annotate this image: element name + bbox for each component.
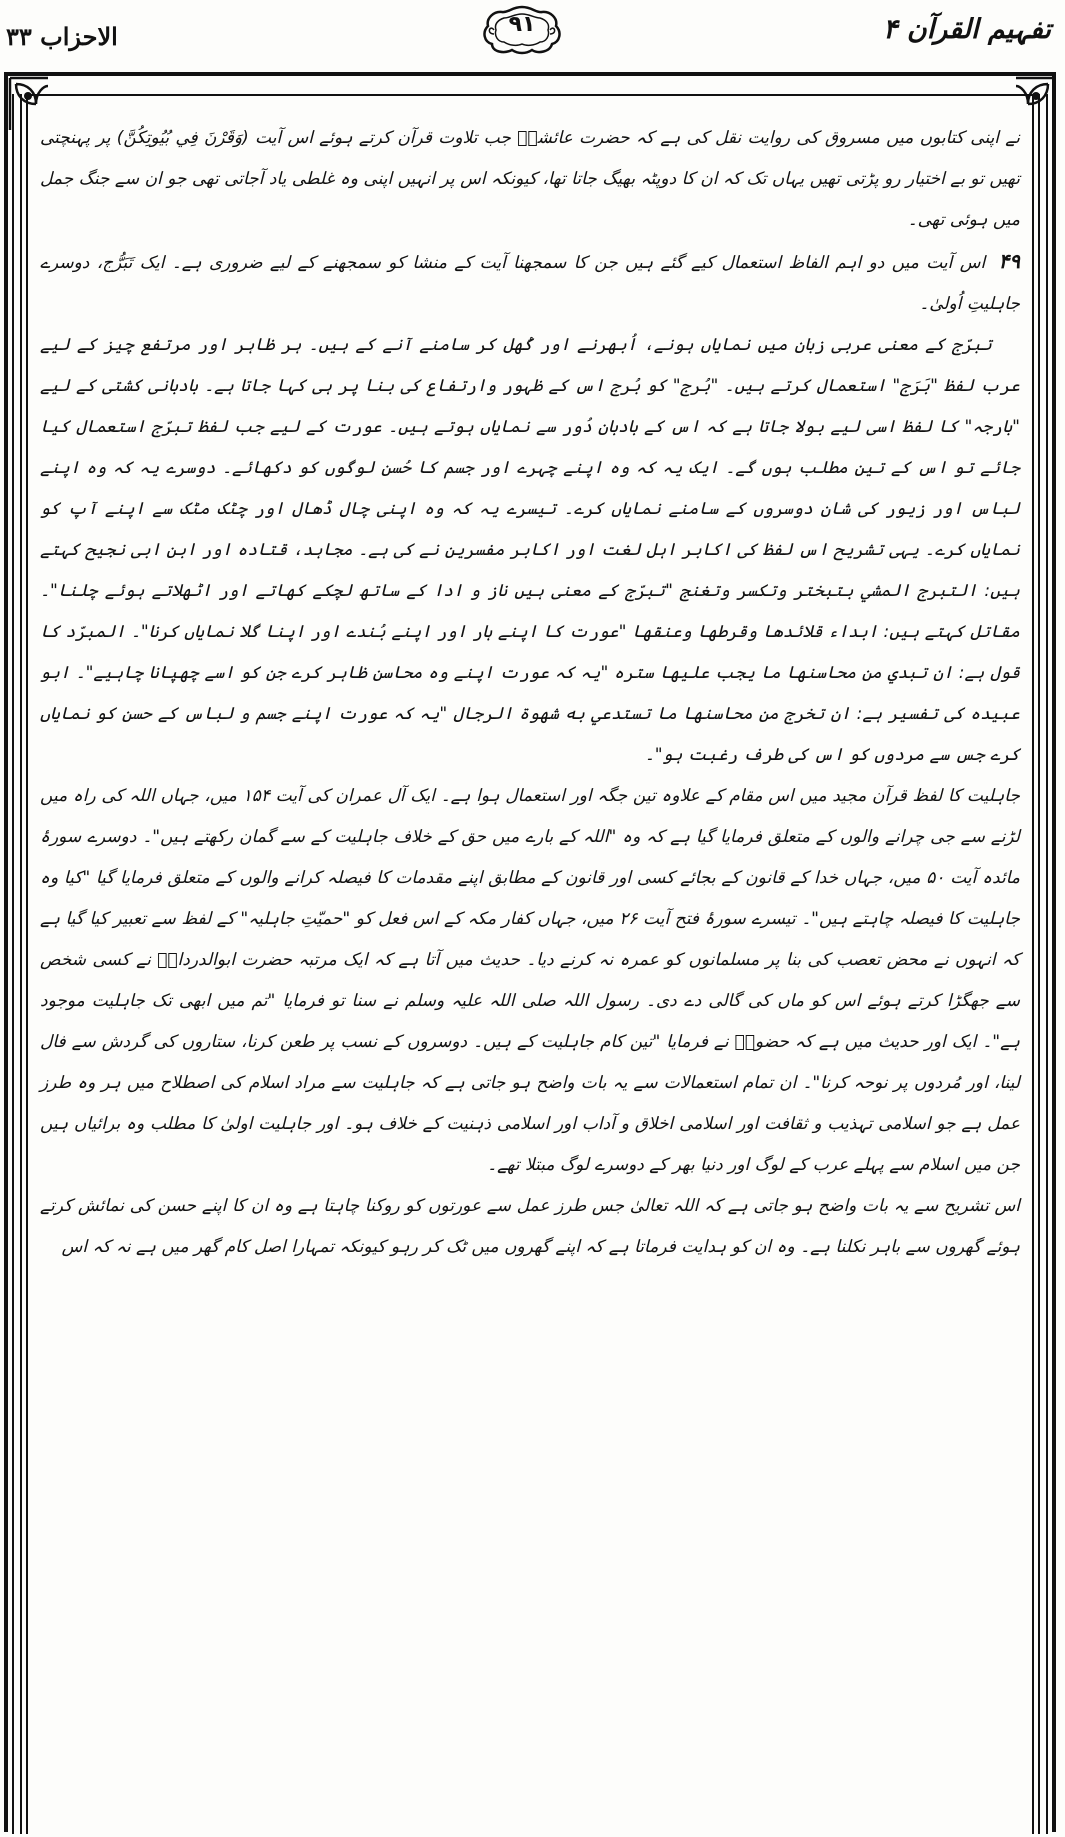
page-number: ۹۱ <box>508 12 536 37</box>
page-number-badge <box>480 4 564 56</box>
page-border-right-rail <box>1038 94 1048 1834</box>
page-border-left-rail <box>12 94 22 1834</box>
commentary-text <box>40 118 1020 1268</box>
paragraph-jahiliyyah: جاہلیت کا لفظ قرآن مجید میں اس مقام کے علاوہ تین جگہ اور استعمال ہوا ہے۔ ایک آل عمران کی آیت ۱۵۴ میں، جہاں اللہ کی راہ میں لڑنے سے جی چرانے والوں کے متعلق فرمایا گیا ہے کہ وہ "اللہ کے بارے میں حق کے خلاف جاہلیت کے سے گمان رکھتے ہیں"۔ دوسرے سورۂ مائدہ آیت ۵۰ میں، جہاں خدا کے قانون کے بجائے کسی اور قانون کے مطابق اپنے مقدمات کا فیصلہ کرانے والوں کے متعلق فرمایا گیا "کیا وہ جاہلیت کا فیصلہ چاہتے ہیں"۔ تیسرے سورۂ فتح آیت ۲۶ میں، جہاں کفار مکہ کے اس فعل کو "حمیّتِ جاہلیہ" کے لفظ سے تعبیر کیا گیا ہے کہ انہوں نے محض تعصب کی بنا پر مسلمانوں کو عمرہ نہ کرنے دیا۔ حدیث میں آتا ہے کہ ایک مرتبہ حضرت ابوالدرداءؓ نے کسی شخص سے جھگڑا کرتے ہوئے اس کو ماں کی گالی دے دی۔ رسول اللہ صلی اللہ علیہ وسلم نے سنا تو فرمایا "تم میں ابھی تک جاہلیت موجود ہے"۔ ایک اور حدیث میں ہے کہ حضورؐ نے فرمایا "تین کام جاہلیت کے ہیں۔ دوسروں کے نسب پر طعن کرنا، ستاروں کی گردش سے فال لینا، اور مُردوں پر نوحہ کرنا"۔ ان تمام استعمالات سے یہ بات واضح ہو جاتی ہے کہ جاہلیت سے مراد اسلام کی اصطلاح میں ہر وہ طرز عمل ہے جو اسلامی تہذیب و ثقافت اور اسلامی اخلاق و آداب اور اسلامی ذہنیت کے خلاف ہو۔ اور جاہلیت اولیٰ کا مطلب وہ برائیاں ہیں جن میں اسلام سے پہلے عرب کے لوگ اور دنیا بھر کے دوسرے لوگ مبتلا تھے۔ <box>40 786 1021 1175</box>
footnote-number: ۴۹ <box>998 249 1020 273</box>
paragraph-note-49 <box>40 241 1020 325</box>
paragraph-conclusion: اس تشریح سے یہ بات واضح ہو جاتی ہے کہ اللہ تعالیٰ جس طرز عمل سے عورتوں کو روکنا چاہتا ہے وہ ان کا اپنے حسن کی نمائش کرتے ہوئے گھروں سے باہر نکلنا ہے۔ وہ ان کو ہدایت فرماتا ہے کہ اپنے گھروں میں ٹک کر رہو کیونکہ تمہارا اصل کام گھر میں ہے نہ کہ اس <box>40 1196 1020 1257</box>
paragraph-continuation: نے اپنی کتابوں میں مسروق کی روایت نقل کی ہے کہ حضرت عائشہؓ جب تلاوت قرآن کرتے ہوئے اس آیت (وَقَرْنَ فِي بُيُوتِكُنَّ) پر پہنچتی تھیں تو بے اختیار رو پڑتی تھیں یہاں تک کہ ان کا دوپٹہ بھیگ جاتا تھا، کیونکہ اس پر انہیں اپنی وہ غلطی یاد آجاتی تھی جو ان سے جنگ جمل میں ہوئی تھی۔ <box>40 128 1020 230</box>
paragraph-note-49-text: اس آیت میں دو اہم الفاظ استعمال کیے گئے ہیں جن کا سمجھنا آیت کے منشا کو سمجھنے کے لیے ضروری ہے۔ ایک تَبَرُّج، دوسرے جاہلیتِ اُولیٰ۔ <box>40 253 1020 314</box>
surah-label: الاحزاب ۳۳ <box>6 22 118 51</box>
book-title: تفہیم القرآن ۴ <box>882 14 1051 45</box>
paragraph-tabarruj: تبرّج کے معنی عربی زبان میں نمایاں ہونے، اُبھرنے اور کُھل کر سامنے آنے کے ہیں۔ ہر ظاہر اور مرتفع چیز کے لیے عرب لفظ "بَرَج" استعمال کرتے ہیں۔ "بُرج" کو بُرج اس کے ظہور وارتفاع کی بنا پر ہی کہا جاتا ہے۔ بادبانی کشتی کے لیے "بارجہ" کا لفظ اسی لیے بولا جاتا ہے کہ اس کے بادبان دُور سے نمایاں ہوتے ہیں۔ عورت کے لیے جب لفظ تبرّج استعمال کیا جائے تو اس کے تین مطلب ہوں گے۔ ایک یہ کہ وہ اپنے چہرے اور جسم کا حُسن لوگوں کو دکھائے۔ دوسرے یہ کہ وہ اپنے لباس اور زیور کی شان دوسروں کے سامنے نمایاں کرے۔ تیسرے یہ کہ وہ اپنی چال ڈھال اور چٹک مٹک سے اپنے آپ کو نمایاں کرے۔ یہی تشریح اس لفظ کی اکابر اہل لغت اور اکابر مفسرین نے کی ہے۔ مجاہد، قتادہ اور ابن ابی نجیح کہتے ہیں: التبرج المشي بتبختر وتكسر وتغنج "تبرّج کے معنی ہیں ناز و ادا کے ساتھ لچکے کھاتے اور اٹھلاتے ہوئے چلنا"۔ مقاتل کہتے ہیں: ابداء قلائدها وقرطها وعنقها "عورت کا اپنے ہار اور اپنے بُندے اور اپنا گلا نمایاں کرنا"۔ المبرّد کا قول ہے: ان تبدي من محاسنها ما يجب عليها ستره "یہ کہ عورت اپنے وہ محاسن ظاہر کرے جن کو اسے چھپانا چاہیے"۔ ابو عبیدہ کی تفسیر ہے: ان تخرج من محاسنها ما تستدعي به شهوة الرجال "یہ کہ عورت اپنے جسم و لباس کے حسن کو نمایاں کرے جس سے مردوں کو اس کی طرف رغبت ہو"۔ <box>40 335 1020 765</box>
